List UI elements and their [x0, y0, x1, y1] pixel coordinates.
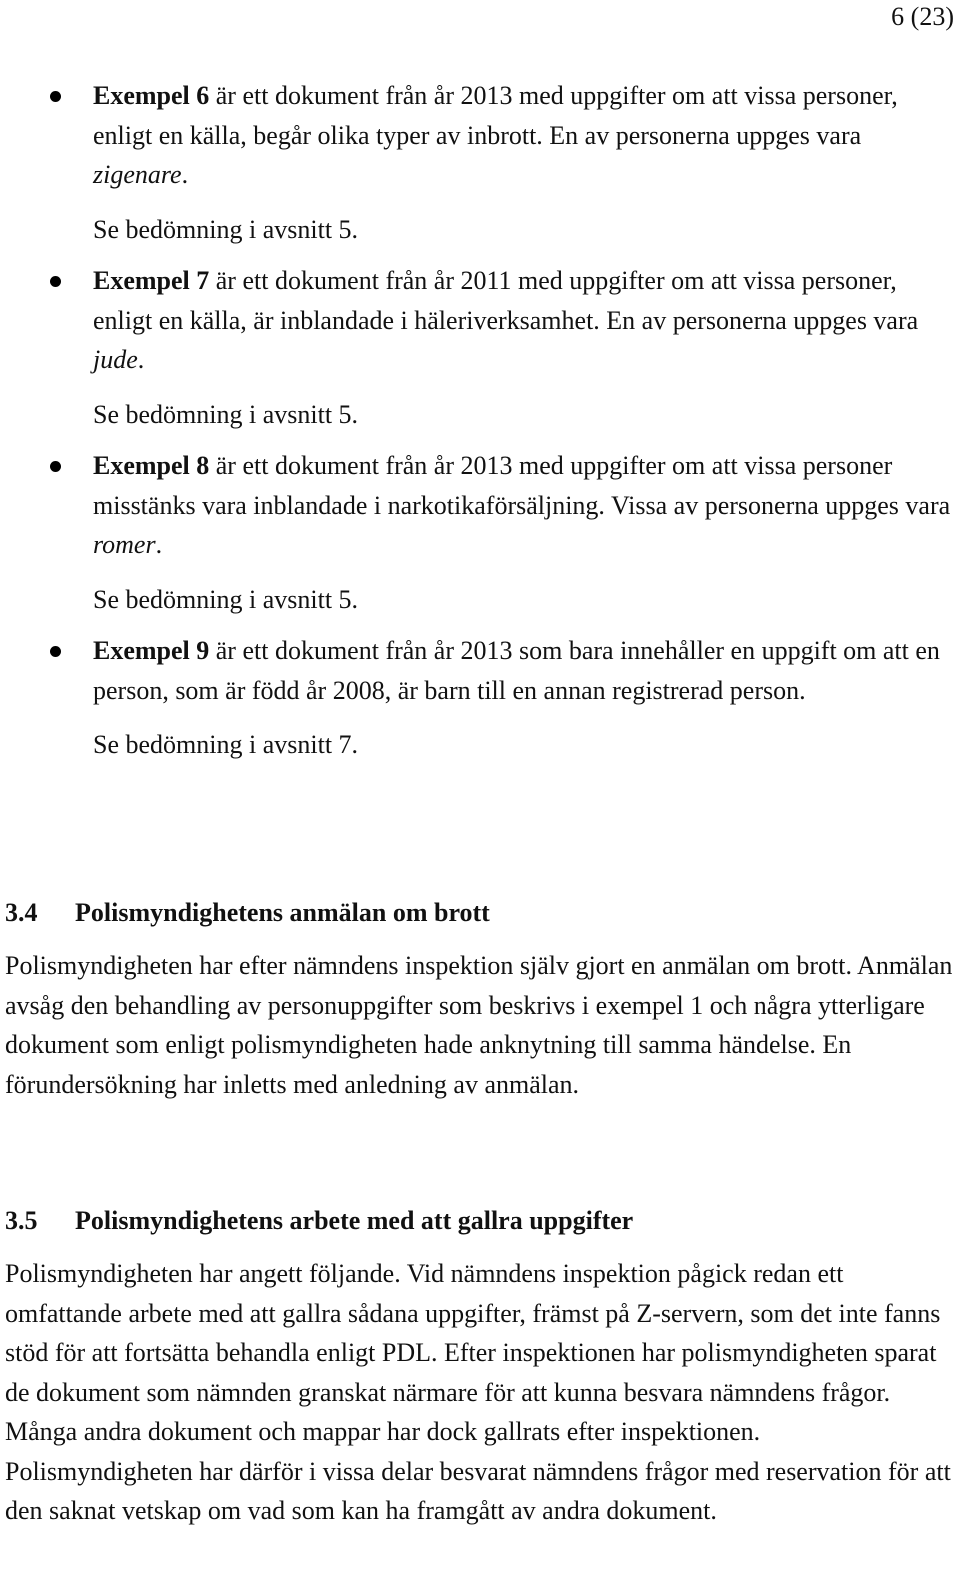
section-number: 3.4 [5, 898, 38, 927]
section-body: Polismyndigheten har efter nämndens inspektion själv gjort en anmälan om brott. Anmälan avsåg den behandling av personuppgifter som beskrivs i exempel 1 och några ytterligare dokument som enligt polismyndigheten hade anknytning till samma händelse. En förundersökning har inletts med anledning av anmälan. [5, 951, 953, 1099]
assessment-reference: Se bedömning i avsnitt 5. [93, 214, 359, 244]
bullet-icon [50, 276, 61, 287]
example-description: är ett dokument från år 2013 med uppgifter om att vissa personer misstänks vara inblandade i narkotikaförsäljning. Vissa av personerna uppges vara [93, 451, 951, 520]
example-description: är ett dokument från år 2013 som bara innehåller en uppgift om att en person, som är född år 2008, är barn till en annan registrerad person. [93, 636, 940, 705]
section-body: Polismyndigheten har angett följande. Vid nämndens inspektion pågick redan ett omfattande arbete med att gallra sådana uppgifter, främst på Z-servern, som det inte fanns stöd för att fortsätta behandla enligt PDL. Efter inspektionen har polismyndigheten sparat de dokument som nämnden granskat närmare för att kunna besvara nämndens frågor. Många andra dokument och mappar har dock gallrats efter inspektionen. Polismyndigheten har därför i vissa delar besvarat nämndens frågor med reservation för att den saknat vetskap om vad som kan ha framgått av andra dokument. [5, 1259, 951, 1525]
section-3-4 [5, 893, 953, 1104]
example-punctuation: . [181, 160, 189, 189]
section-heading [5, 893, 953, 932]
example-text [93, 631, 952, 710]
list-item-example-8 [0, 446, 960, 619]
example-label: Exempel 7 [93, 266, 210, 295]
list-item-example-7 [0, 261, 960, 434]
example-text [93, 446, 952, 565]
example-text [93, 261, 952, 380]
example-label: Exempel 8 [93, 451, 210, 480]
example-emphasis: romer [93, 530, 156, 559]
example-label: Exempel 9 [93, 636, 210, 665]
assessment-reference: Se bedömning i avsnitt 7. [93, 730, 359, 759]
example-description: är ett dokument från år 2013 med uppgifter om att vissa personer, enligt en källa, begår olika typer av inbrott. En av personerna uppges vara [93, 81, 898, 150]
list-item-example-6 [0, 76, 960, 249]
section-number: 3.5 [5, 1206, 38, 1235]
page-number: 6 (23) [891, 2, 954, 31]
section-title: Polismyndighetens anmälan om brott [75, 898, 490, 927]
assessment-reference: Se bedömning i avsnitt 5. [93, 584, 359, 614]
section-3-5 [5, 1201, 953, 1531]
section-heading [5, 1201, 953, 1240]
list-item-example-9 [0, 631, 960, 765]
examples-list [0, 76, 960, 777]
example-punctuation: . [155, 530, 163, 559]
bullet-icon [50, 91, 61, 102]
assessment-reference: Se bedömning i avsnitt 5. [93, 399, 359, 429]
bullet-icon [50, 461, 61, 472]
example-label: Exempel 6 [93, 81, 210, 110]
example-text [93, 76, 952, 195]
example-emphasis: zigenare [93, 160, 182, 189]
example-punctuation: . [137, 345, 145, 374]
bullet-icon [50, 646, 61, 657]
section-title: Polismyndighetens arbete med att gallra uppgifter [75, 1206, 634, 1235]
example-emphasis: jude [93, 345, 138, 374]
example-description: är ett dokument från år 2011 med uppgifter om att vissa personer, enligt en källa, är inblandade i häleriverksamhet. En av personerna uppges vara [93, 266, 919, 335]
